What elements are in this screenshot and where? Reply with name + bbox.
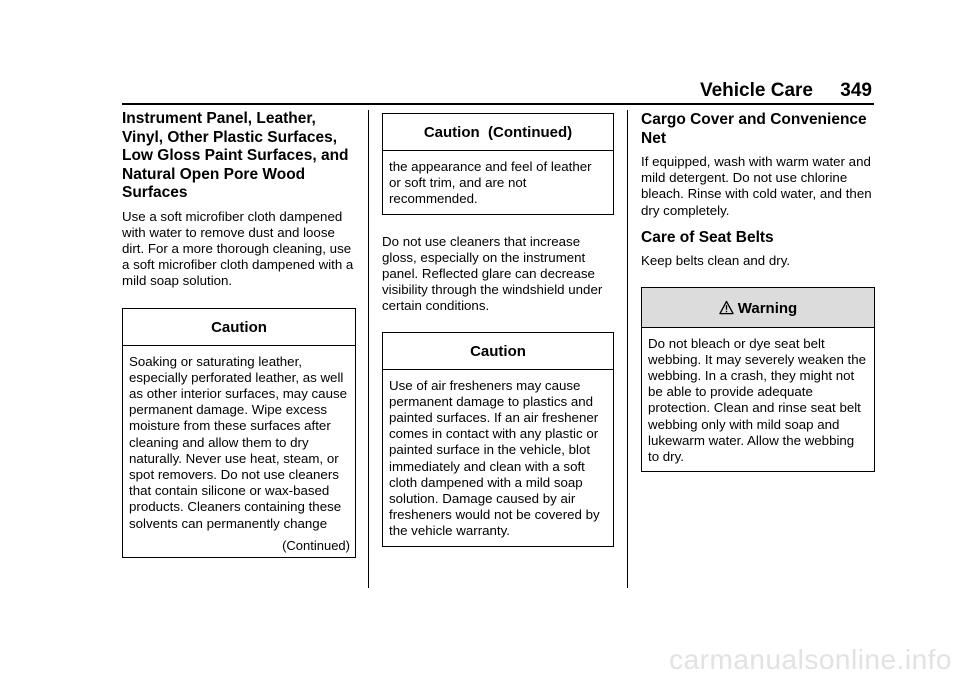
column-divider xyxy=(368,110,369,588)
caution-box xyxy=(382,332,614,547)
continued-label: (Continued) xyxy=(282,537,350,553)
caution-title: Caution xyxy=(123,309,355,346)
caution-title: Caution xyxy=(383,333,613,370)
caution-continued-box xyxy=(382,113,614,215)
caution-text: Soaking or saturating leather, especially perforated leather, as well as other interior surfaces, may cause permanent damage. Wipe excess moisture from these surfaces after cleaning and allow them to dry naturally. Never use heat, steam, or spot removers. Do not use cleaners that contain silicone or wax-based products. Cleaners containing these solvents can permanently change xyxy=(129,353,348,531)
watermark: carmanualsonline.info xyxy=(669,644,952,675)
column-2 xyxy=(382,110,614,547)
caution-text: Use of air fresheners may cause permanent damage to plastics and painted surfaces. If an air freshener comes in contact with any plastic or painted surface in the vehicle, blot immediately and clean with a soft cloth dampened with a mild soap solution. Damage caused by air fresheners would not be covered by the vehicle warranty. xyxy=(389,377,600,539)
warning-triangle-icon xyxy=(719,300,734,319)
body-paragraph: Use a soft microfiber cloth dampened with water to remove dust and loose dirt. For a more thorough cleaning, use a soft microfiber cloth dampened with a mild soap solution. xyxy=(122,208,354,289)
section-heading: Instrument Panel, Leather, Vinyl, Other Plastic Surfaces, Low Gloss Paint Surfaces, and Natural Open Pore Wood Surfaces xyxy=(122,110,349,201)
warning-header xyxy=(642,288,874,328)
body-paragraph: If equipped, wash with warm water and mild detergent. Do not use chlorine bleach. Rinse with cold water, and then dry completely. xyxy=(641,154,872,218)
section-title: Vehicle Care xyxy=(699,80,814,101)
body-paragraph: Do not use cleaners that increase gloss, especially on the instrument panel. Reflected glare can decrease visibility through the windshield under certain conditions. xyxy=(382,233,603,314)
column-divider xyxy=(627,110,628,588)
warning-title: Warning xyxy=(737,299,798,317)
page-number: 349 xyxy=(840,80,872,101)
caution-box xyxy=(122,308,356,558)
page-header xyxy=(700,80,872,102)
warning-box xyxy=(641,287,875,473)
caution-continued-text: the appearance and feel of leather or soft trim, and are not recommended. xyxy=(389,159,592,207)
column-1 xyxy=(122,110,356,558)
warning-text: Do not bleach or dye seat belt webbing. It may severely weaken the webbing. In a crash, they might not be able to provide adequate protection. Clean and rinse seat belt webbing only with mild soap and lukewarm water. Allow the webbing to dry. xyxy=(648,335,867,464)
header-rule xyxy=(122,103,874,105)
section-heading: Care of Seat Belts xyxy=(641,228,774,246)
caution-continued-title: Caution (Continued) xyxy=(383,114,613,151)
column-3 xyxy=(641,110,875,472)
body-paragraph: Keep belts clean and dry. xyxy=(641,253,791,269)
section-heading: Cargo Cover and Convenience Net xyxy=(641,111,867,147)
